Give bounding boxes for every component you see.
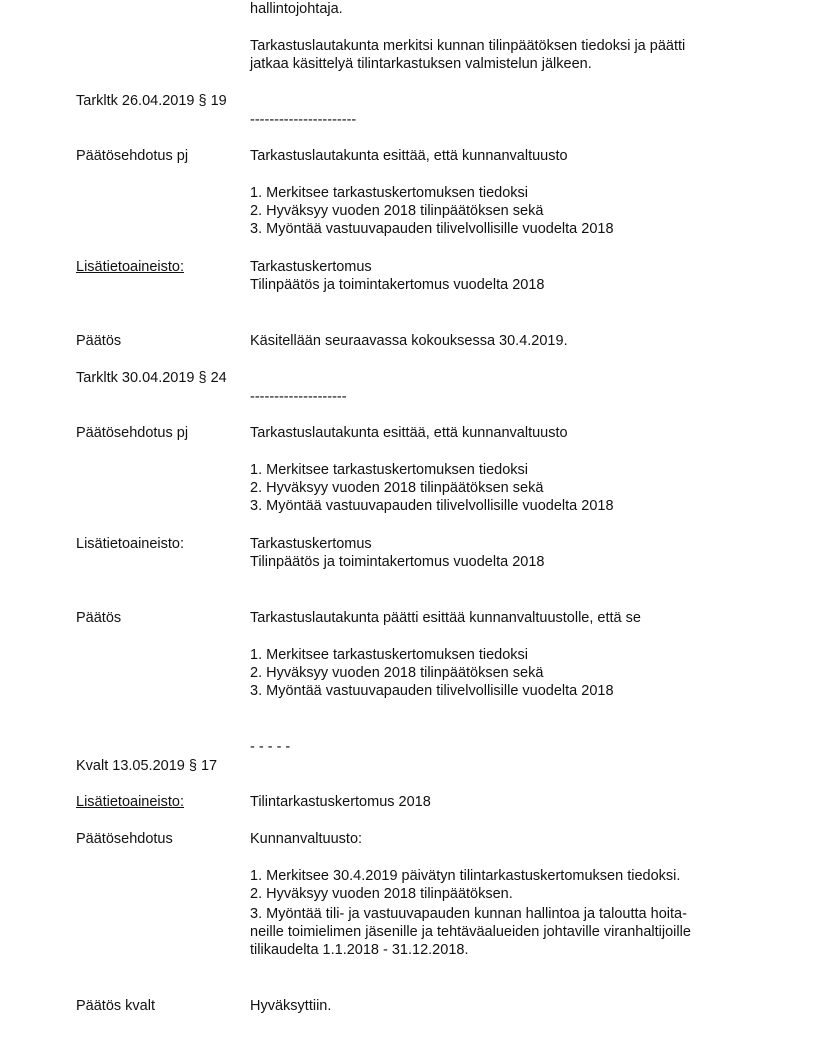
- info-label: Lisätietoaineisto:: [76, 794, 185, 810]
- section-header: Kvalt 13.05.2019 § 17: [76, 758, 218, 774]
- list-item: 2. Hyväksyy vuoden 2018 tilinpäätöksen sekä: [250, 480, 544, 496]
- info-label: Lisätietoaineisto:: [76, 536, 185, 552]
- info-item: Tilinpäätös ja toimintakertomus vuodelta 2018: [250, 554, 545, 570]
- list-item: 1. Merkitsee 30.4.2019 päivätyn tilintarkastuskertomuksen tiedoksi.: [250, 868, 681, 884]
- section-header: Tarkltk 26.04.2019 § 19: [76, 93, 227, 109]
- list-item: 3. Myöntää vastuuvapauden tilivelvollisille vuodelta 2018: [250, 221, 614, 237]
- list-item: neille toimielimen jäsenille ja tehtäväalueiden johtaville viranhaltijoille: [250, 924, 691, 940]
- list-item: 2. Hyväksyy vuoden 2018 tilinpäätöksen sekä: [250, 203, 544, 219]
- separator: ----------------------: [250, 112, 357, 128]
- proposal-label: Päätösehdotus: [76, 831, 173, 847]
- info-item: Tarkastuskertomus: [250, 536, 372, 552]
- decision-item: 2. Hyväksyy vuoden 2018 tilinpäätöksen sekä: [250, 665, 544, 681]
- decision-label: Päätös: [76, 333, 122, 349]
- info-item: Tarkastuskertomus: [250, 259, 372, 275]
- proposal-label: Päätösehdotus pj: [76, 425, 189, 441]
- list-item: 2. Hyväksyy vuoden 2018 tilinpäätöksen.: [250, 886, 513, 902]
- proposal-label: Päätösehdotus pj: [76, 148, 189, 164]
- list-item: 1. Merkitsee tarkastuskertomuksen tiedoksi: [250, 185, 529, 201]
- decision-text: Käsitellään seuraavassa kokouksessa 30.4.2019.: [250, 333, 568, 349]
- decision-text: Tarkastuslautakunta päätti esittää kunnanvaltuustolle, että se: [250, 610, 641, 626]
- list-item: 3. Myöntää tili- ja vastuuvapauden kunnan hallintoa ja taloutta hoita-: [250, 906, 687, 922]
- info-label: Lisätietoaineisto:: [76, 259, 185, 275]
- section-header: Tarkltk 30.04.2019 § 24: [76, 370, 227, 386]
- info-item: Tilinpäätös ja toimintakertomus vuodelta 2018: [250, 277, 545, 293]
- decision-item: 1. Merkitsee tarkastuskertomuksen tiedoksi: [250, 647, 529, 663]
- intro-line: hallintojohtaja.: [250, 1, 343, 17]
- decision-item: 3. Myöntää vastuuvapauden tilivelvollisille vuodelta 2018: [250, 683, 614, 699]
- decision-label: Päätös: [76, 610, 122, 626]
- intro-line: Tarkastuslautakunta merkitsi kunnan tilinpäätöksen tiedoksi ja päätti: [250, 38, 686, 54]
- proposal-text: Tarkastuslautakunta esittää, että kunnanvaltuusto: [250, 425, 568, 441]
- list-item: tilikaudelta 1.1.2018 - 31.12.2018.: [250, 942, 469, 958]
- proposal-text: Tarkastuslautakunta esittää, että kunnanvaltuusto: [250, 148, 568, 164]
- intro-line: jatkaa käsittelyä tilintarkastuksen valmistelun jälkeen.: [250, 56, 592, 72]
- decision-label: Päätös kvalt: [76, 998, 155, 1014]
- separator: --------------------: [250, 389, 347, 405]
- decision-text: Hyväksyttiin.: [250, 998, 332, 1014]
- proposal-text: Kunnanvaltuusto:: [250, 831, 363, 847]
- separator: - - - - -: [250, 739, 291, 755]
- list-item: 3. Myöntää vastuuvapauden tilivelvollisille vuodelta 2018: [250, 498, 614, 514]
- info-text: Tilintarkastuskertomus 2018: [250, 794, 431, 810]
- list-item: 1. Merkitsee tarkastuskertomuksen tiedoksi: [250, 462, 529, 478]
